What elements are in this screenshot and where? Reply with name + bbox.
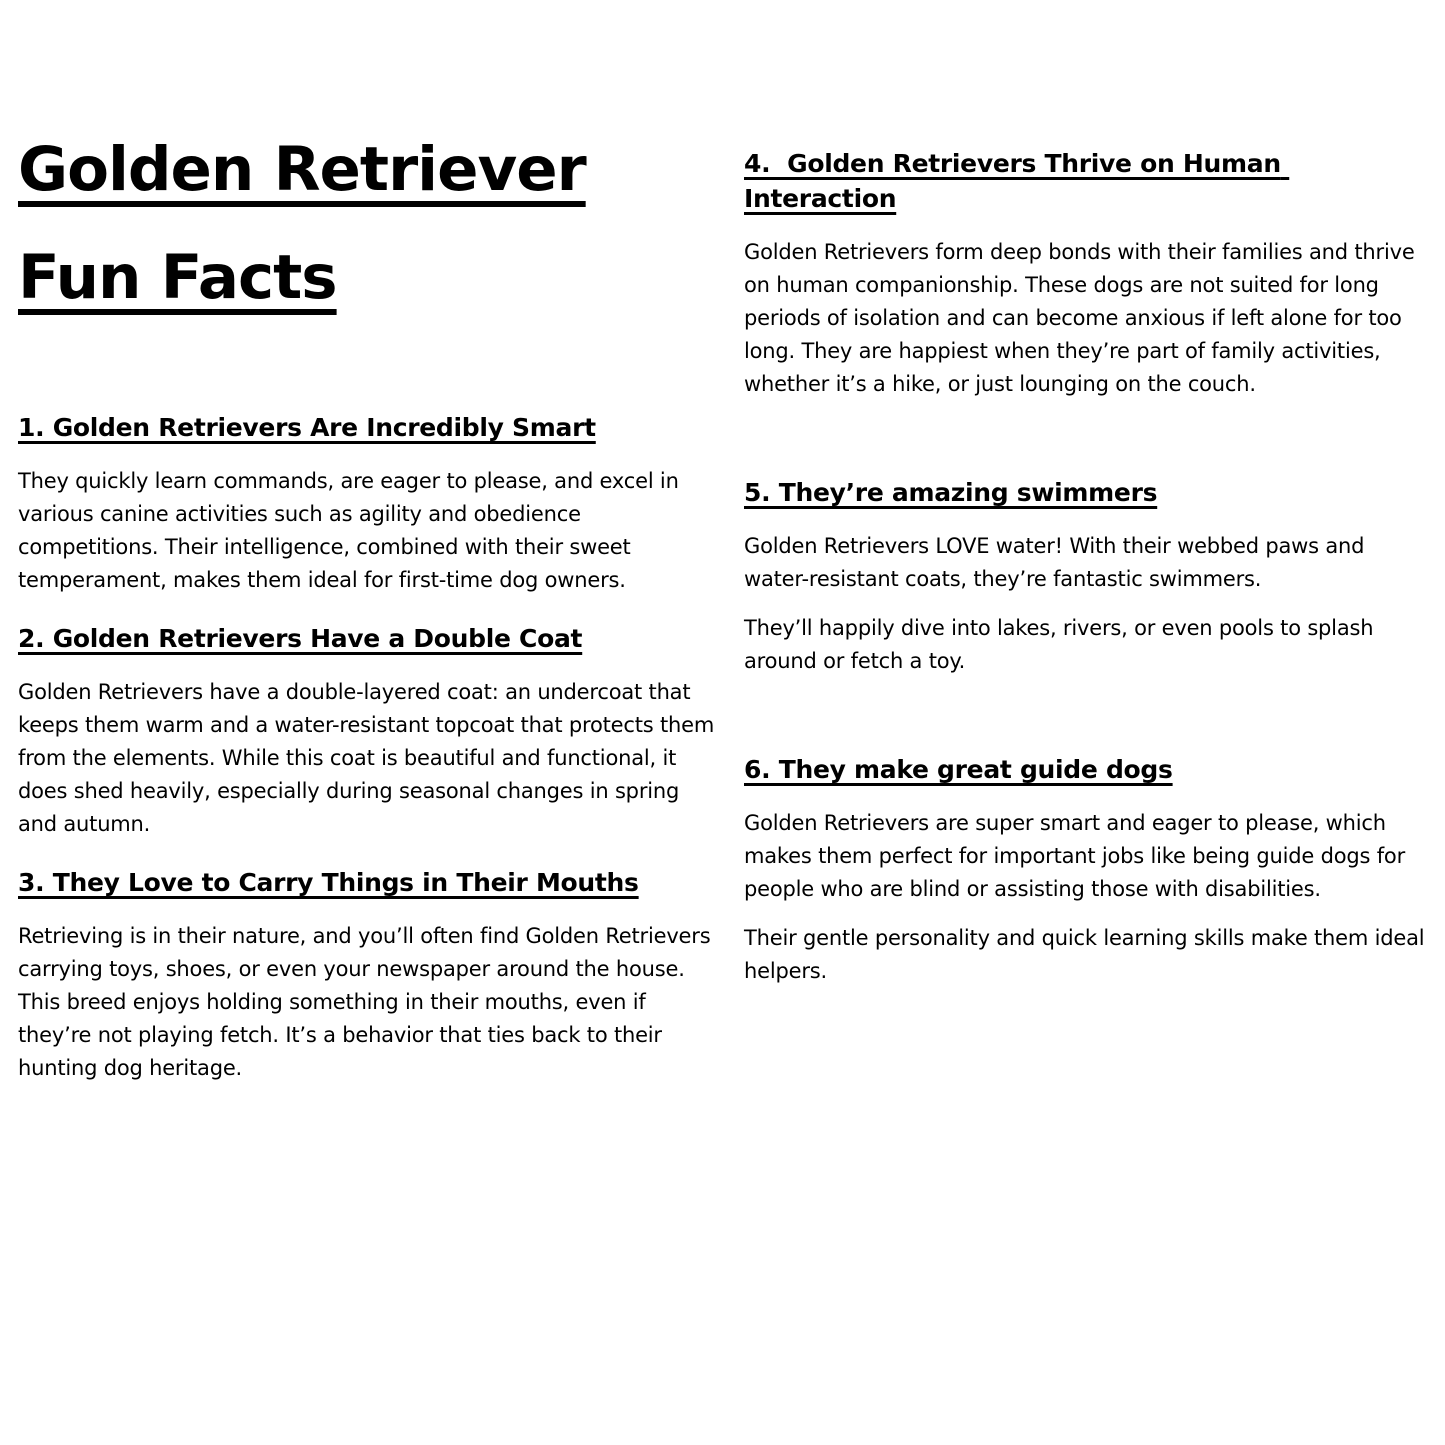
section-double-coat bbox=[18, 621, 718, 841]
section-guide-dogs bbox=[744, 752, 1427, 988]
section-guide-dogs-paragraph-1: Golden Retrievers are super smart and eager to please, which makes them perfect for important jobs like being guide dogs for people who are blind or assisting those with disabilities. bbox=[744, 811, 1405, 901]
section-swimmers-heading: 5. They’re amazing swimmers bbox=[744, 478, 1158, 507]
section-human-interaction-heading: 4. Golden Retrievers Thrive on Human Interaction bbox=[744, 149, 1290, 213]
document-title-line-2: Fun Facts bbox=[18, 242, 337, 313]
section-human-interaction bbox=[744, 146, 1427, 401]
section-smart-heading: 1. Golden Retrievers Are Incredibly Smart bbox=[18, 413, 596, 442]
section-human-interaction-paragraph: Golden Retrievers form deep bonds with their families and thrive on human companionship. These dogs are not suited for long periods of isolation and can become anxious if left alone for too long. They are happiest when they’re part of family activities, whether it’s a hike, or just lounging on the couch. bbox=[744, 240, 1415, 396]
section-double-coat-paragraph: Golden Retrievers have a double-layered coat: an undercoat that keeps them warm and a water-resistant topcoat that protects them from the elements. While this coat is beautiful and functional, it does shed heavily, especially during seasonal changes in spring and autumn. bbox=[18, 680, 715, 836]
section-swimmers bbox=[744, 475, 1427, 678]
left-column bbox=[18, 116, 718, 1085]
section-guide-dogs-heading: 6. They make great guide dogs bbox=[744, 755, 1173, 784]
two-column-layout bbox=[18, 116, 1427, 1085]
section-smart-paragraph: They quickly learn commands, are eager to please, and excel in various canine activities such as agility and obedience competitions. Their intelligence, combined with their sweet temperament, makes them ideal for first-time dog owners. bbox=[18, 469, 679, 592]
right-column bbox=[744, 116, 1427, 988]
section-carry-things bbox=[18, 865, 718, 1085]
section-smart bbox=[18, 410, 718, 597]
document-title-line-1: Golden Retriever bbox=[18, 134, 586, 205]
section-double-coat-heading: 2. Golden Retrievers Have a Double Coat bbox=[18, 624, 583, 653]
section-carry-things-paragraph: Retrieving is in their nature, and you’ll often find Golden Retrievers carrying toys, shoes, or even your newspaper around the house. This breed enjoys holding something in their mouths, even if they’re not playing fetch. It’s a behavior that ties back to their hunting dog heritage. bbox=[18, 924, 711, 1080]
section-swimmers-paragraph-2: They’ll happily dive into lakes, rivers, or even pools to splash around or fetch a toy. bbox=[744, 616, 1374, 673]
section-guide-dogs-paragraph-2: Their gentle personality and quick learning skills make them ideal helpers. bbox=[744, 926, 1425, 983]
section-swimmers-paragraph-1: Golden Retrievers LOVE water! With their webbed paws and water-resistant coats, they’re fantastic swimmers. bbox=[744, 534, 1365, 591]
section-carry-things-heading: 3. They Love to Carry Things in Their Mouths bbox=[18, 868, 639, 897]
document-title bbox=[18, 116, 718, 332]
